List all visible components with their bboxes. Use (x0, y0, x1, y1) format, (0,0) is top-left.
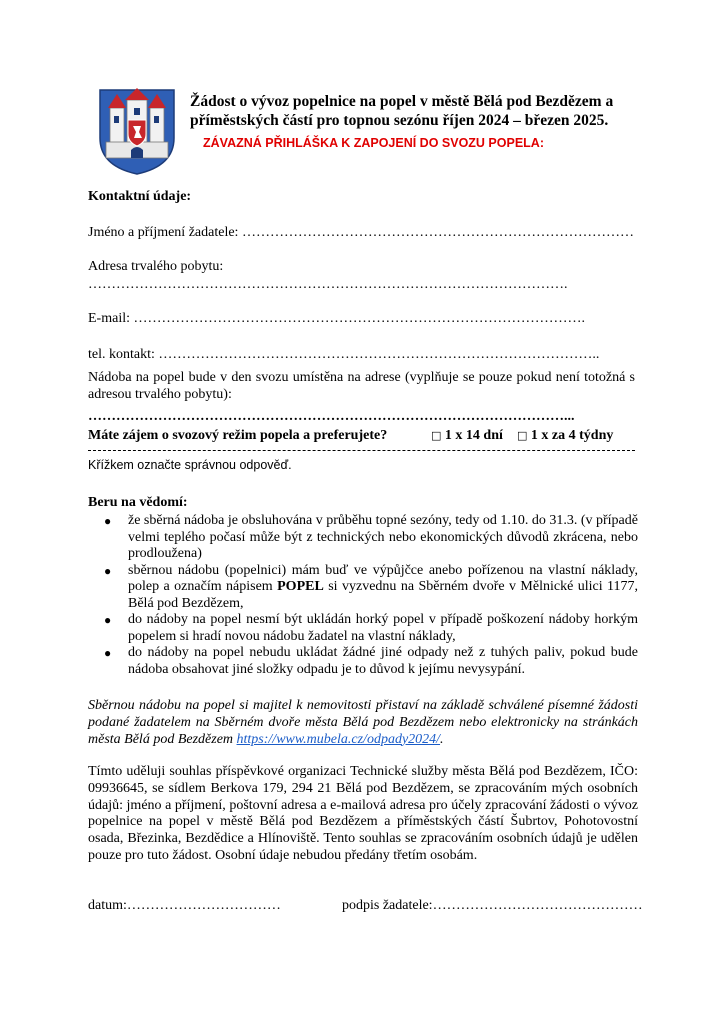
beru-list (88, 513, 638, 678)
question-text: Máte zájem o svozový režim popela a preferujete? (88, 428, 388, 443)
container-note: Nádoba na popel bude v den svozu umístěna na adrese (vyplňuje se pouze pokud není totožná s adresou trvalého pobytu): (88, 370, 635, 402)
signature-field[interactable] (342, 897, 643, 914)
city-coat-of-arms-icon (98, 86, 176, 176)
signature-label: podpis žadatele: (342, 898, 433, 913)
contact-heading: Kontaktní údaje: (88, 189, 192, 204)
phone-field[interactable] (88, 346, 599, 363)
checkbox-icon[interactable]: □ (517, 429, 528, 442)
email-dots: ……………………………………………………………………………………. (133, 311, 585, 326)
document-subtitle: ZÁVAZNÁ PŘIHLÁŠKA K ZAPOJENÍ DO SVOZU POPELA: (203, 136, 544, 150)
list-item: ● do nádoby na popel nesmí být ukládán horký popel v případě poškození nádoby horkým popelem si hradí novou nádobu žadatel na vlastní náklady, (104, 612, 638, 644)
list-item: ● do nádoby na popel nebudu ukládat žádné jiné odpady než z tuhých paliv, pokud bude nádoba obsahovat jiné složky odpadu je to důvod k jejímu nevysypání. (104, 645, 638, 677)
list-item: ● že sběrná nádoba je obsluhována v průběhu topné sezóny, tedy od 1.10. do 31.3. (v případě velmi teplého počasí může být z technických nebo ekonomických důvodů zkrácena, nebo prodloužena) (104, 513, 638, 561)
phone-label: tel. kontakt: (88, 347, 155, 362)
address-label: Adresa trvalého pobytu: (88, 259, 224, 274)
question-row (88, 427, 635, 444)
date-label: datum: (88, 898, 127, 913)
date-dots: …………………………… (126, 898, 281, 913)
name-field[interactable] (88, 224, 634, 241)
beru-heading: Beru na vědomí: (88, 495, 188, 510)
list-item: ● sběrnou nádobu (popelnici) mám buď ve výpůjčce anebo pořízenou na vlastní náklady, polep a označím nápisem POPEL si vyzvednu na Sběrném dvoře v Mělnické ulici 1177, Bělá pod Bezdězem, (104, 562, 639, 611)
address-field[interactable]: …………………………………………………………………………………………. (88, 277, 568, 292)
odpady-link[interactable]: https://www.mubela.cz/odpady2024/ (236, 731, 441, 747)
name-label: Jméno a příjmení žadatele: (88, 225, 239, 240)
email-field[interactable] (88, 310, 585, 327)
divider (88, 450, 635, 451)
signature-dots: ……………………………………… (432, 898, 643, 913)
container-address-field[interactable]: …………………………………………………………………………………………... (88, 409, 575, 424)
consent-text: Tímto uděluji souhlas příspěvkové organizaci Technické služby města Bělá pod Bezdězem, IČO: 09936645, se sídlem Berkova 179, 294 21 Bělá pod Bezdězem, se zpracováním mých osobních údajů: jméno a příjmení, poštovní adresa a e-mailová adresa pro účely zpracování žádosti o vývoz popelnice na popel v městě Bělá pod Bezdězem a příměstských částí Šubrtov, Pohotovostní osada, Březinka, Bezdědice a Hlínoviště. Tento souhlas se zpracováním osobních údajů je udělen pouze pro tuto žádost. Osobní údaje nebudou předány třetím osobám. (88, 764, 638, 863)
option-4-weeks[interactable]: □ 1 x za 4 týdny (517, 428, 614, 443)
phone-dots: ………………………………………………………………………………….. (158, 347, 600, 362)
option-14-days[interactable]: □ 1 x 14 dní (431, 428, 503, 443)
checkbox-instruction: Křížkem označte správnou odpověď. (88, 458, 292, 472)
email-label: E-mail: (88, 311, 130, 326)
date-field[interactable] (88, 897, 281, 914)
document-title: Žádost o vývoz popelnice na popel v městě Bělá pod Bezdězem a příměstských částí pro topnou sezónu říjen 2024 – březen 2025. (190, 93, 614, 129)
name-dots: ………………………………………………………………………… (241, 225, 634, 240)
checkbox-icon[interactable]: □ (431, 429, 442, 442)
italic-note: Sběrnou nádobu na popel si majitel k nemovitosti přistaví na základě schválené písemné žádosti podané žadatelem na Sběrném dvoře města Bělá pod Bezdězem nebo elektronicky na stránkách města Bělá pod Bezdězem https://www.mubela.cz/odpady2024/. (88, 698, 638, 747)
